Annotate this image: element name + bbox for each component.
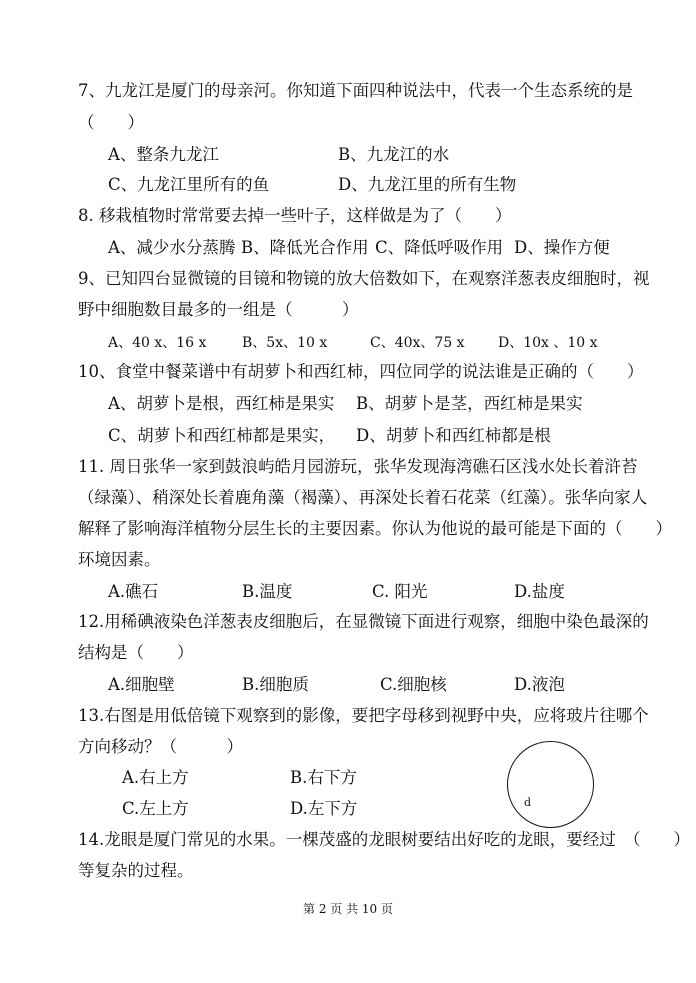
q11-option-a: A.礁石: [108, 582, 159, 601]
q9-stem-line2: 野中细胞数目最多的一组是（ ）: [78, 300, 359, 319]
q12-stem-line2: 结构是（ ）: [78, 643, 194, 662]
q7-option-b: B、九龙江的水: [338, 145, 450, 164]
q8-stem: 8. 移栽植物时常常要去掉一些叶子，这样做是为了（ ）: [78, 206, 512, 225]
q10-option-a: A、胡萝卜是根，西红柿是果实: [108, 394, 335, 413]
q10-option-b: B、胡萝卜是茎，西红柿是果实: [356, 394, 583, 413]
q13-stem-line1: 13.右图是用低倍镜下观察到的影像，要把字母移到视野中央，应将玻片往哪个: [78, 706, 649, 725]
q9-stem-line1: 9、已知四台显微镜的目镜和物镜的放大倍数如下，在观察洋葱表皮细胞时，视: [78, 269, 650, 288]
microscope-field-letter: d: [524, 796, 532, 809]
q13-stem-line2: 方向移动？（ ）: [78, 737, 243, 756]
q10-stem: 10、食堂中餐菜谱中有胡萝卜和西红柿，四位同学的说法谁是正确的（ ）: [78, 362, 644, 381]
q13-option-b: B.右下方: [290, 768, 357, 787]
q12-option-c: C.细胞核: [380, 675, 447, 694]
q9-option-d: D、10x 、10 x: [498, 335, 598, 351]
q7-option-c: C、九龙江里所有的鱼: [108, 175, 270, 194]
q13-option-c: C.左上方: [122, 799, 189, 818]
q8-option-d: D、操作方便: [514, 238, 610, 257]
q11-option-b: B.温度: [242, 582, 293, 601]
q9-option-b: B、5x、10 x: [242, 335, 328, 351]
q11-stem-line2: （绿藻）、稍深处长着鹿角藻（褐藻）、再深处长着石花菜（红藻）。张华向家人: [78, 488, 648, 507]
q8-option-b: B、降低光合作用: [241, 238, 369, 257]
q10-option-c: C、胡萝卜和西红柿都是果实，: [108, 426, 336, 445]
q11-stem-line3: 解释了影响海洋植物分层生长的主要因素。你认为他说的最可能是下面的（ ）: [78, 519, 672, 538]
q12-option-b: B.细胞质: [242, 675, 309, 694]
q12-option-d: D.液泡: [514, 675, 565, 694]
q12-option-a: A.细胞壁: [108, 675, 175, 694]
q9-option-a: A、40 x、16 x: [108, 335, 207, 351]
q7-stem-line2: （ ）: [78, 113, 144, 132]
q12-stem-line1: 12.用稀碘液染色洋葱表皮细胞后，在显微镜下面进行观察，细胞中染色最深的: [78, 612, 649, 631]
q11-option-d: D.盐度: [514, 582, 565, 601]
q7-stem-line1: 7、九龙江是厦门的母亲河。你知道下面四种说法中，代表一个生态系统的是: [78, 81, 633, 100]
q10-option-d: D、胡萝卜和西红柿都是根: [356, 426, 551, 445]
q8-option-c: C、降低呼吸作用: [375, 238, 504, 257]
page-footer: 第 2 页 共 10 页: [303, 902, 393, 916]
q11-stem-line1: 11. 周日张华一家到鼓浪屿皓月园游玩，张华发现海湾礁石区浅水处长着浒苔: [78, 457, 638, 476]
q13-option-d: D.左下方: [290, 799, 358, 818]
q8-option-a: A、减少水分蒸腾: [108, 238, 236, 257]
q7-option-a: A、整条九龙江: [108, 145, 219, 164]
q11-option-c: C. 阳光: [372, 582, 428, 601]
q13-option-a: A.右上方: [122, 768, 189, 787]
microscope-field-circle: [507, 741, 594, 828]
q14-stem-line1: 14.龙眼是厦门常见的水果。一棵茂盛的龙眼树要结出好吃的龙眼，要经过 （ ）: [78, 830, 690, 849]
q9-option-c: C、40x、75 x: [370, 335, 465, 351]
q14-stem-line2: 等复杂的过程。: [78, 861, 194, 880]
q7-option-d: D、九龙江里的所有生物: [338, 175, 517, 194]
q11-stem-line4: 环境因素。: [78, 550, 161, 569]
